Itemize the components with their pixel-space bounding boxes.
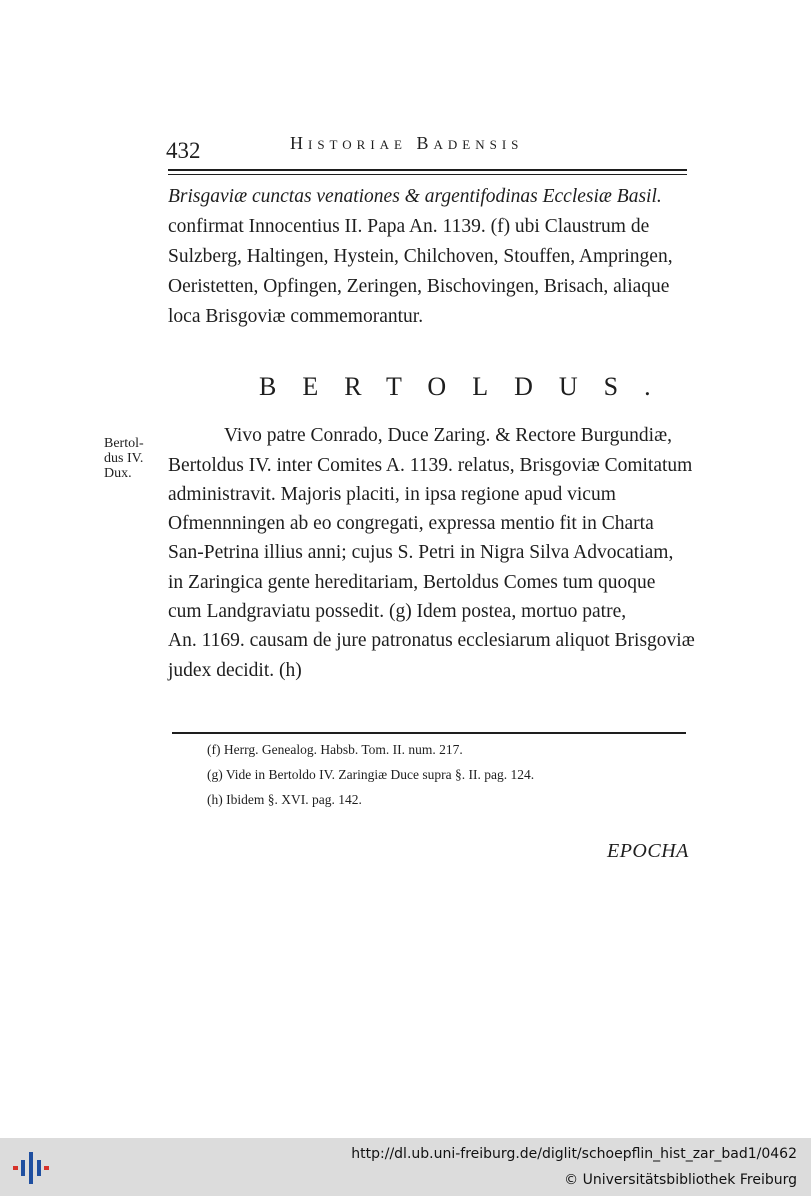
body-line-8: An. 1169. causam de jure patronatus ecclesiarum aliquot Brisgoviæ [168, 630, 695, 651]
footnote-g: (g) Vide in Bertoldo IV. Zaringiæ Duce supra §. II. pag. 124. [207, 767, 535, 782]
body-line-2: Bertoldus IV. inter Comites A. 1139. relatus, Brisgoviæ Comitatum [168, 455, 693, 476]
marginal-note-line-3: Dux. [104, 466, 132, 481]
footer-copyright: © Universitätsbibliothek Freiburg [564, 1172, 797, 1188]
footnote-h: (h) Ibidem §. XVI. pag. 142. [207, 792, 362, 807]
header-rule-bottom [168, 174, 687, 175]
intro-line [168, 186, 662, 208]
marginal-note-line-1: Bertol- [104, 436, 144, 451]
running-head: Historiae Badensis [290, 133, 524, 153]
body-line-1: Vivo patre Conrado, Duce Zaring. & Rectore Burgundiæ, [224, 425, 672, 446]
header-rule-top [168, 169, 687, 171]
body-line-3: administravit. Majoris placiti, in ipsa regione apud vicum [168, 484, 616, 505]
footnote-f: (f) Herrg. Genealog. Habsb. Tom. II. num. 217. [207, 742, 463, 757]
body-line-9: judex decidit. (h) [168, 660, 302, 681]
intro-line-4: Oeristetten, Opfingen, Zeringen, Bischovingen, Brisach, aliaque [168, 276, 670, 297]
catchword: EPOCHA [607, 840, 689, 862]
section-title: BERTOLDUS. [259, 372, 677, 401]
intro-line-1: Brisgaviæ cunctas venationes & argentifodinas Ecclesiæ Basil. [168, 186, 662, 207]
intro-line-3: Sulzberg, Haltingen, Hystein, Chilchoven, Stouffen, Ampringen, [168, 246, 673, 267]
footnote-rule [172, 732, 686, 734]
intro-line-2: confirmat Innocentius II. Papa An. 1139. (f) ubi Claustrum de [168, 216, 650, 237]
footer-bar [0, 1138, 811, 1196]
page-number: 432 [166, 138, 201, 163]
body-line-6: in Zaringica gente hereditariam, Bertoldus Comes tum quoque [168, 572, 656, 593]
body-line-7: cum Landgraviatu possedit. (g) Idem postea, mortuo patre, [168, 601, 627, 622]
body-line-4: Ofmennningen ab eo congregati, expressa mentio fit in Charta [168, 513, 654, 534]
intro-line-5: loca Brisgoviæ commemorantur. [168, 306, 424, 327]
ub-freiburg-logo-icon [12, 1148, 50, 1188]
footer-url-link[interactable]: http://dl.ub.uni-freiburg.de/diglit/schoepflin_hist_zar_bad1/0462 [351, 1146, 797, 1162]
body-line-5: San-Petrina illius anni; cujus S. Petri in Nigra Silva Advocatiam, [168, 542, 674, 563]
marginal-note-line-2: dus IV. [104, 451, 144, 466]
